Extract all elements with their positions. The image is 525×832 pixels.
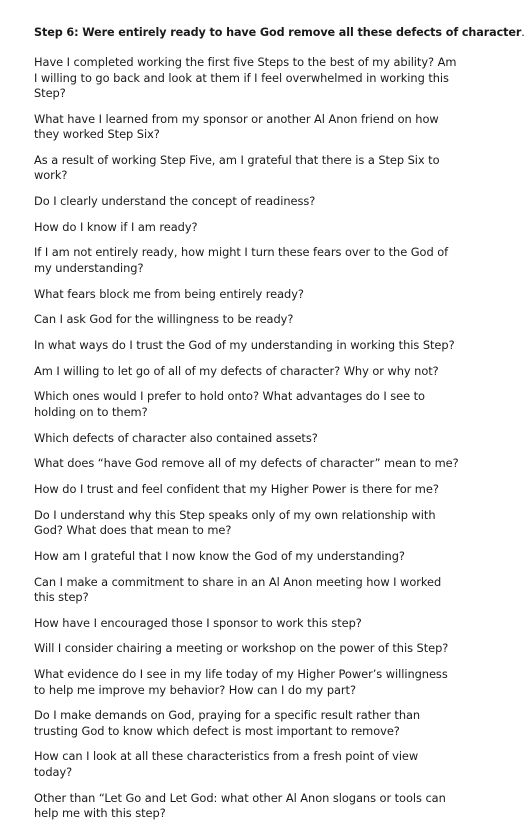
question-item: What fears block me from being entirely ready?: [34, 286, 304, 301]
question-item: Do I clearly understand the concept of readiness?: [34, 194, 316, 209]
question-item: Other than “Let Go and Let God: what other Al Anon slogans or tools can help me with this step?: [34, 790, 446, 821]
question-list: [34, 55, 459, 832]
title-text: Step 6: Were entirely ready to have God remove all these defects of character: [34, 26, 522, 39]
question-item: Do I understand why this Step speaks only of my own relationship with God? What does that mean to me?: [34, 507, 436, 538]
question-item: Do I make demands on God, praying for a specific result rather than trusting God to know which defect is most important to remove?: [34, 708, 421, 738]
question-item: Can I ask God for the willingness to be ready?: [34, 312, 294, 327]
question-item: How have I encouraged those I sponsor to work this step?: [34, 615, 362, 630]
question-item: In what ways do I trust the God of my understanding in working this Step?: [34, 338, 455, 352]
question-item: How do I trust and feel confident that my Higher Power is there for me?: [34, 481, 439, 496]
question-item: What does “have God remove all of my defects of character” mean to me?: [34, 456, 459, 471]
page-title: [34, 26, 525, 40]
question-item: Which defects of character also contained assets?: [34, 430, 318, 445]
question-item: Will I consider chairing a meeting or workshop on the power of this Step?: [34, 641, 449, 656]
question-item: As a result of working Step Five, am I grateful that there is a Step Six to work?: [34, 152, 440, 183]
question-item: Which ones would I prefer to hold onto? What advantages do I see to holding on to them?: [34, 389, 425, 419]
question-item: Am I willing to let go of all of my defects of character? Why or why not?: [34, 363, 439, 378]
question-item: How am I grateful that I now know the God of my understanding?: [34, 548, 405, 563]
question-item: How can I look at all these characteristics from a fresh point of view today?: [34, 749, 419, 779]
question-item: If I am not entirely ready, how might I turn these fears over to the God of my understanding?: [34, 245, 449, 275]
question-item: Can I make a commitment to share in an Al Anon meeting how I worked this step?: [34, 574, 442, 604]
question-item: What have I learned from my sponsor or another Al Anon friend on how they worked Step Six?: [34, 111, 439, 142]
title-period: .: [521, 26, 525, 39]
question-item: How do I know if I am ready?: [34, 219, 198, 234]
question-item: What evidence do I see in my life today of my Higher Power’s willingness to help me improve my behavior? How can I do my part?: [34, 667, 448, 697]
question-item: Have I completed working the first five Steps to the best of my ability? Am I willing to go back and look at them if I feel overwhelmed in working this Step?: [34, 55, 457, 100]
